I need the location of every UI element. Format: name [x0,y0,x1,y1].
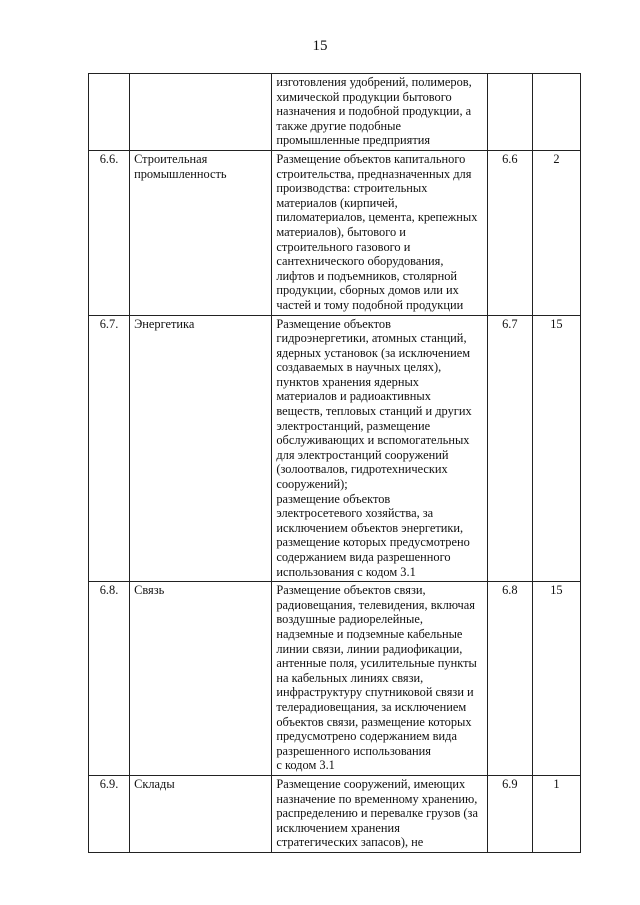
description-line: материалов (кирпичей, [276,195,398,210]
description-line: линии связи, линии радиофикации, [276,641,463,656]
description-line: ядерных установок (за исключением [276,345,471,360]
description-line: разрешенного использования [276,743,431,758]
row-value-cell: 2 [532,150,580,315]
description-line: частей и тому подобной продукции [276,297,464,312]
description-line: назначение по временному хранению, [276,791,478,806]
description-line: сооружений); [276,477,348,492]
description-line: веществ, тепловых станций и других [276,404,472,419]
description-line: пиломатериалов, цемента, крепежных [276,210,478,225]
description-line: производства: строительных [276,181,428,196]
description-line: создаваемых в научных целях), [276,360,442,375]
row-name-cell [130,315,272,582]
description-line: антенные поля, усилительные пункты [276,656,477,671]
description-line: (золоотвалов, гидротехнических [276,462,448,477]
row-description-cell [272,150,487,315]
table-row [89,150,581,315]
row-name-cell [130,775,272,852]
description-line: электростанций, размещение [276,418,431,433]
name-line: Связь [134,583,165,598]
description-line: назначения и подобной продукции, а [276,104,472,119]
description-line: стратегических запасов), не [276,835,424,850]
name-line: Склады [134,776,175,791]
description-line: содержанием вида разрешенного [276,550,451,564]
row-number-cell: 6.7. [89,315,130,582]
table-row [89,74,581,151]
description-line: сантехнического оборудования, [276,254,444,269]
description-line: надземные и подземные кабельные [276,626,463,641]
table-row [89,775,581,852]
row-value-cell: 15 [532,582,580,776]
row-code-cell: 6.7 [487,315,532,582]
row-number-cell: 6.8. [89,582,130,776]
row-value-cell [532,74,580,151]
description-line: размещение объектов [276,491,391,506]
description-line: лифтов и подъемников, столярной [276,268,458,283]
description-line: объектов связи, размещение которых [276,714,472,729]
land-use-table [88,73,581,853]
description-line: предусмотрено содержанием вида [276,729,457,744]
description-line: промышленные предприятия [276,133,431,148]
row-number-cell: 6.9. [89,775,130,852]
description-line: изготовления удобрений, полимеров, [276,75,472,89]
row-value-cell: 1 [532,775,580,852]
description-line: строительства, предназначенных для [276,166,472,181]
description-line: телерадиовещания, за исключением [276,699,467,714]
description-line: использования с кодом 3.1 [276,564,416,579]
description-line: гидроэнергетики, атомных станций, [276,331,467,346]
row-code-cell [487,74,532,151]
row-value-cell: 15 [532,315,580,582]
description-line: радиовещания, телевидения, включая [276,597,475,612]
description-line: химической продукции бытового [276,89,452,104]
description-line: распределению и перевалке грузов (за [276,806,478,821]
description-line: Размещение объектов связи, [276,583,426,598]
row-name-cell [130,74,272,151]
name-line: промышленность [134,166,227,181]
description-line: инфраструктуру спутниковой связи и [276,685,474,700]
row-number-cell: 6.6. [89,150,130,315]
row-code-cell: 6.6 [487,150,532,315]
row-name-cell [130,582,272,776]
description-line: для электростанций сооружений [276,447,449,462]
description-line: воздушные радиорелейные, [276,612,423,627]
description-line: строительного газового и [276,239,411,254]
description-line: также другие подобные [276,118,402,133]
name-line: Строительная [134,151,208,166]
row-description-cell [272,582,487,776]
row-code-cell: 6.8 [487,582,532,776]
table-row [89,315,581,582]
description-line: на кабельных линиях связи, [276,670,424,685]
description-line: Размещение объектов капитального [276,151,466,166]
description-line: электросетевого хозяйства, за [276,506,434,521]
row-description-cell [272,74,487,151]
row-name-cell [130,150,272,315]
description-line: с кодом 3.1 [276,758,335,773]
description-line: материалов), бытового и [276,224,406,239]
description-line: материалов и радиоактивных [276,389,431,404]
page-number: 15 [312,38,328,54]
description-line: продукции, сборных домов или их [276,283,459,298]
row-description-cell [272,775,487,852]
row-code-cell: 6.9 [487,775,532,852]
row-description-cell [272,315,487,582]
description-line: размещение которых предусмотрено [276,535,470,550]
description-line: Размещение сооружений, имеющих [276,776,466,791]
description-line: исключением хранения [276,820,400,835]
row-number-cell [89,74,130,151]
description-line: Размещение объектов [276,316,391,331]
name-line: Энергетика [134,316,195,331]
description-line: исключением объектов энергетики, [276,520,464,535]
description-line: обслуживающих и вспомогательных [276,433,470,448]
table-body [89,74,581,853]
description-line: пунктов хранения ядерных [276,374,419,389]
table-row [89,582,581,776]
